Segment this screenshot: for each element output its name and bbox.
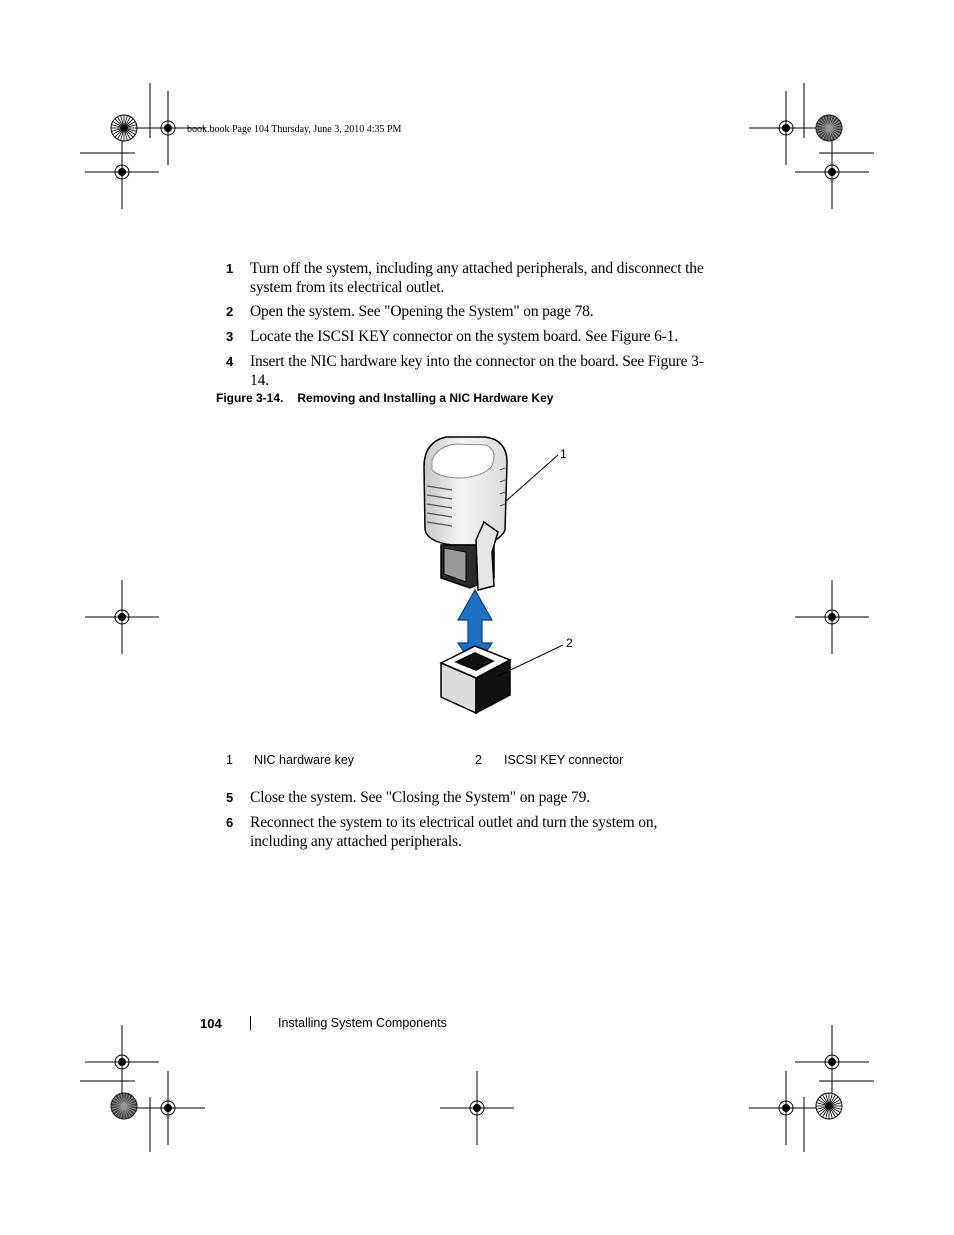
page-number: 104 — [200, 1016, 222, 1031]
step-number: 6 — [226, 815, 234, 830]
footer-divider — [250, 1016, 251, 1030]
legend-number: 1 — [226, 753, 233, 767]
legend-text: ISCSI KEY connector — [504, 753, 624, 767]
callout-1: 1 — [560, 447, 567, 461]
section-title: Installing System Components — [278, 1016, 447, 1030]
legend-number: 2 — [475, 753, 482, 767]
print-header: book.book Page 104 Thursday, June 3, 2010 4:35 PM — [187, 124, 402, 135]
step-number: 3 — [226, 329, 234, 344]
step-text: Open the system. See "Opening the System" on page 78. — [250, 303, 594, 320]
step-text: Close the system. See "Closing the System" on page 79. — [250, 789, 590, 806]
nic-hardware-key — [424, 437, 507, 590]
figure-label: Figure 3-14. — [216, 391, 284, 405]
callout-2: 2 — [566, 636, 573, 650]
iscsi-key-connector — [441, 646, 510, 713]
step-text: Insert the NIC hardware key into the connector on the board. See Figure 3-14. — [250, 353, 704, 389]
step-number: 1 — [226, 261, 234, 276]
step-text: Locate the ISCSI KEY connector on the system board. See Figure 6-1. — [250, 328, 679, 345]
step-number: 5 — [226, 790, 234, 805]
callout-leader-1 — [505, 455, 558, 502]
legend-text: NIC hardware key — [254, 753, 355, 767]
step-text: Turn off the system, including any attached peripherals, and disconnect the system from its electrical outlet. — [250, 260, 704, 296]
step-number: 4 — [226, 354, 234, 369]
step-text: Reconnect the system to its electrical outlet and turn the system on, including any attached peripherals. — [250, 814, 658, 850]
figure-title: Removing and Installing a NIC Hardware Key — [297, 391, 554, 405]
step-number: 2 — [226, 304, 234, 319]
